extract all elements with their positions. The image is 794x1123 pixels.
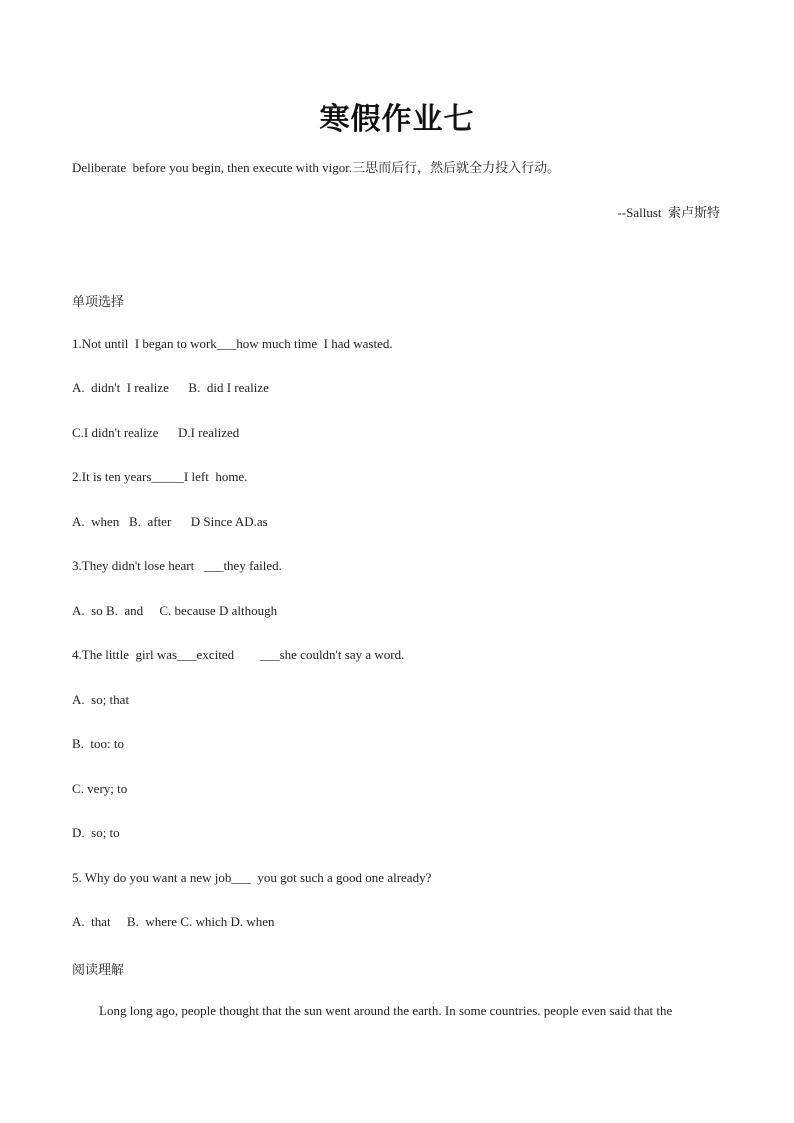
section-heading-reading: 阅读理解 xyxy=(72,963,125,978)
quote-line xyxy=(72,157,560,176)
question-line: 1.Not until I began to work___how much time I had wasted. xyxy=(72,336,393,351)
question-line: 4.The little girl was___excited ___she couldn't say a word. xyxy=(72,647,405,662)
quote-author: --Sallust 索卢斯特 xyxy=(617,205,720,220)
option-line: C.I didn't realize D.I realized xyxy=(72,425,240,440)
question-line: 3.They didn't lose heart ___they failed. xyxy=(72,558,282,573)
option-line: C. very; to xyxy=(72,781,128,796)
option-line: A. didn't I realize B. did I realize xyxy=(72,380,269,395)
page-title: 寒假作业七 xyxy=(319,102,475,137)
option-line: D. so; to xyxy=(72,825,120,840)
quote-english: Deliberate before you begin, then execute with vigor. xyxy=(72,160,353,175)
option-line: B. too: to xyxy=(72,736,125,751)
question-line: 5. Why do you want a new job___ you got such a good one already? xyxy=(72,870,432,885)
section-heading-multiple-choice: 单项选择 xyxy=(72,295,125,310)
question-line: 2.It is ten years_____I left home. xyxy=(72,469,248,484)
reading-paragraph: Long long ago, people thought that the sun went around the earth. In some countries. people even said that the xyxy=(99,1003,673,1018)
option-line: A. so B. and C. because D although xyxy=(72,603,278,618)
quote-chinese: 三思而后行，然后就全力投入行动。 xyxy=(352,161,561,176)
option-line: A. so; that xyxy=(72,692,130,707)
option-line: A. when B. after D Since AD.as xyxy=(72,514,268,529)
option-line: A. that B. where C. which D. when xyxy=(72,914,275,929)
